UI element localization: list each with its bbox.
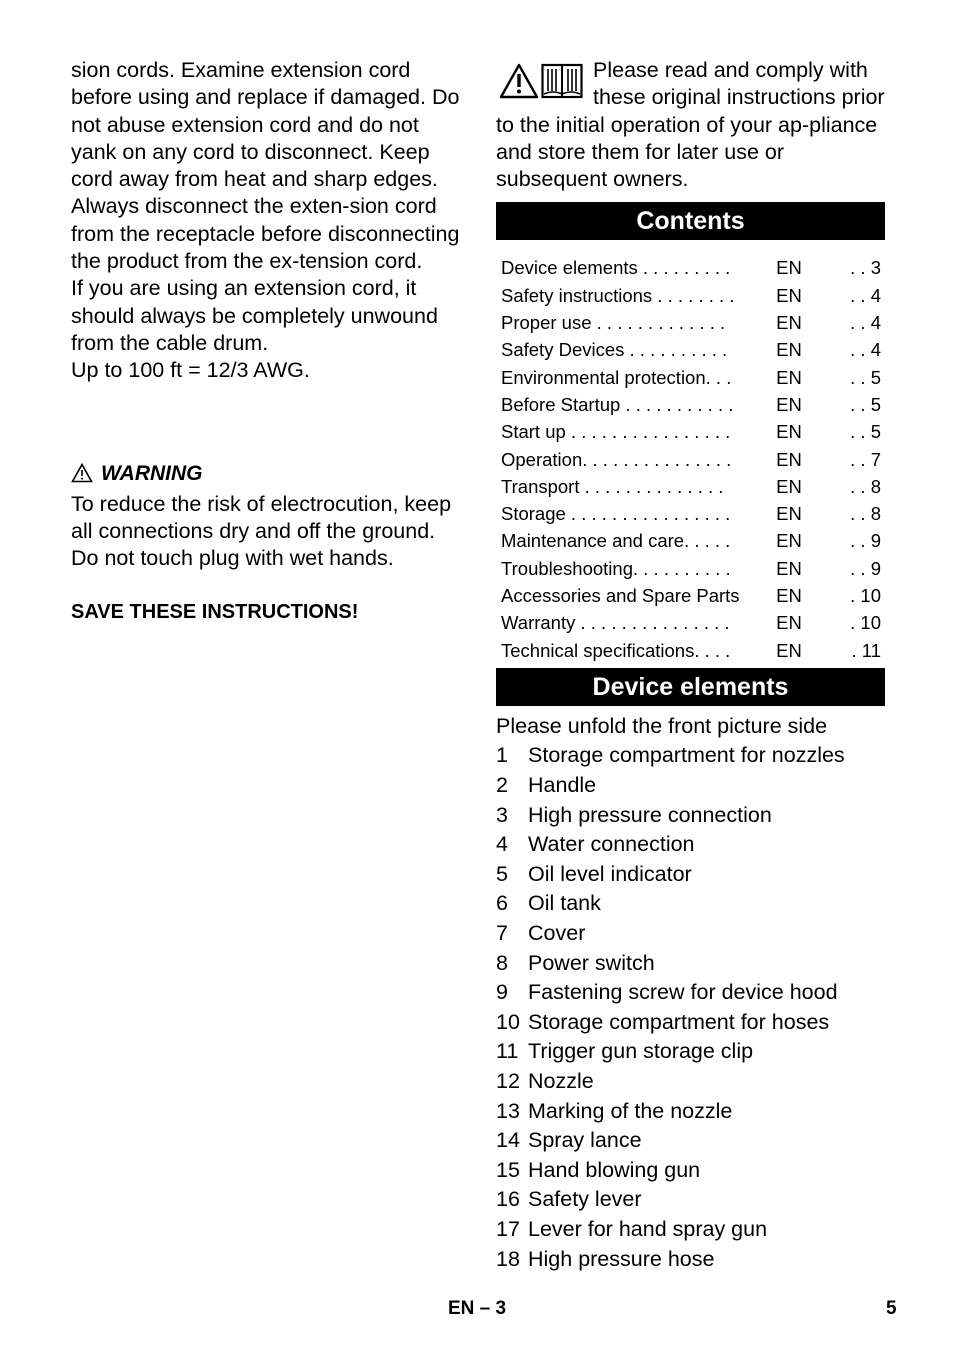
item-label: Safety lever: [528, 1187, 642, 1212]
toc-row: [501, 282, 885, 309]
toc-row: [501, 309, 885, 336]
toc-page: . . 9: [850, 557, 881, 579]
list-item: [496, 771, 885, 801]
item-label: Marking of the nozzle: [528, 1098, 733, 1123]
item-number: 13: [496, 1098, 520, 1123]
toc-language: EN: [776, 339, 802, 361]
item-number: 1: [496, 743, 508, 768]
list-item: [496, 1008, 885, 1038]
toc-title: Transport . . . . . . . . . . . . . .: [501, 475, 724, 497]
item-label: Storage compartment for hoses: [528, 1009, 830, 1034]
toc-page: . . 5: [850, 393, 881, 415]
toc-language: EN: [776, 530, 802, 552]
toc-language: EN: [776, 503, 802, 525]
toc-title: Storage . . . . . . . . . . . . . . . .: [501, 503, 731, 525]
item-number: 16: [496, 1187, 520, 1212]
page-label: EN – 3: [448, 1298, 507, 1319]
item-number: 7: [496, 921, 508, 945]
toc-title: Safety instructions . . . . . . . .: [501, 284, 735, 306]
table-of-contents: [501, 254, 885, 663]
toc-page: . . 3: [850, 257, 881, 279]
toc-language: EN: [776, 448, 802, 470]
toc-row: [501, 391, 885, 418]
toc-title: Maintenance and care. . . . .: [501, 530, 731, 552]
item-label: Spray lance: [528, 1128, 642, 1153]
page-number: 5: [886, 1298, 897, 1319]
toc-title: Safety Devices . . . . . . . . . .: [501, 339, 728, 361]
warning-text: To reduce the risk of electrocution, keep all connections dry and off the ground. Do not touch plug with wet hands.: [71, 491, 452, 571]
toc-language: EN: [776, 585, 802, 607]
list-item: [496, 1097, 885, 1127]
item-number: 14: [496, 1128, 520, 1153]
list-item: [496, 1067, 885, 1097]
toc-language: EN: [776, 639, 802, 661]
unfold-instruction: Please unfold the front picture side: [496, 713, 828, 738]
list-item: [496, 889, 885, 919]
toc-page: . . 4: [850, 312, 881, 334]
item-number: 11: [496, 1039, 519, 1064]
item-label: Nozzle: [528, 1068, 594, 1093]
toc-row: [501, 555, 885, 582]
list-item: [496, 919, 885, 949]
item-label: Hand blowing gun: [528, 1157, 701, 1182]
toc-row: [501, 473, 885, 500]
toc-title: Accessories and Spare Parts: [501, 585, 740, 607]
warning-triangle-icon: [71, 463, 93, 483]
toc-page: . . 4: [850, 339, 881, 361]
toc-language: EN: [776, 312, 802, 334]
toc-page: . . 9: [850, 530, 881, 552]
toc-title: Start up . . . . . . . . . . . . . . . .: [501, 421, 731, 443]
toc-page: . . 8: [850, 475, 881, 497]
item-number: 15: [496, 1157, 520, 1182]
list-item: [496, 1156, 885, 1186]
item-number: 4: [496, 832, 508, 857]
toc-row: [501, 637, 885, 664]
device-elements-list: [496, 741, 885, 1274]
list-item: [496, 801, 885, 831]
list-item: [496, 949, 885, 979]
item-label: Storage compartment for nozzles: [528, 743, 845, 768]
list-item: [496, 1245, 885, 1275]
item-label: Power switch: [528, 950, 655, 975]
item-label: Lever for hand spray gun: [528, 1216, 768, 1241]
list-item: [496, 1126, 885, 1156]
warning-label: WARNING: [101, 461, 203, 485]
toc-title: Warranty . . . . . . . . . . . . . . .: [501, 612, 730, 634]
unwound-cord-paragraph: If you are using an extension cord, it should always be completely unwound from the cable drum.: [71, 276, 438, 355]
save-instructions: SAVE THESE INSTRUCTIONS!: [71, 601, 359, 624]
toc-page: . 10: [850, 585, 881, 607]
warning-triangle-icon: [499, 63, 539, 99]
intro-text: Please read and comply with these original instructions prior to the initial operation of your ap-pliance and store them for later use or subsequent owners.: [496, 58, 885, 192]
toc-language: EN: [776, 612, 802, 634]
left-column: [71, 57, 466, 626]
item-label: Trigger gun storage clip: [528, 1039, 754, 1064]
toc-title: Device elements . . . . . . . . .: [501, 257, 731, 279]
toc-page: . . 5: [850, 366, 881, 388]
list-item: [496, 830, 885, 860]
toc-row: [501, 500, 885, 527]
toc-page: . . 7: [850, 448, 881, 470]
item-number: 9: [496, 980, 508, 1005]
item-label: Oil tank: [528, 891, 601, 916]
list-item: [496, 1215, 885, 1245]
toc-title: Technical specifications. . . .: [501, 639, 731, 661]
toc-page: . 11: [851, 639, 881, 661]
toc-row: [501, 609, 885, 636]
item-label: High pressure hose: [528, 1246, 715, 1271]
list-item: [496, 741, 885, 771]
warning-heading: [71, 460, 466, 487]
intro-notice: [496, 57, 885, 193]
toc-row: [501, 364, 885, 391]
toc-title: Proper use . . . . . . . . . . . . .: [501, 312, 726, 334]
toc-language: EN: [776, 257, 802, 279]
item-number: 10: [496, 1009, 520, 1034]
list-item: [496, 1037, 885, 1067]
toc-row: [501, 418, 885, 445]
toc-language: EN: [776, 284, 802, 306]
toc-title: Troubleshooting. . . . . . . . . .: [501, 557, 731, 579]
toc-row: [501, 582, 885, 609]
toc-row: [501, 254, 885, 281]
toc-language: EN: [776, 393, 802, 415]
item-number: 12: [496, 1068, 520, 1093]
toc-row: [501, 527, 885, 554]
toc-page: . 10: [850, 612, 881, 634]
item-label: Cover: [528, 921, 586, 945]
item-label: Oil level indicator: [528, 861, 692, 886]
list-item: [496, 978, 885, 1008]
item-number: 5: [496, 861, 508, 886]
contents-heading: Contents: [496, 202, 885, 240]
item-number: 6: [496, 891, 508, 916]
item-number: 17: [496, 1216, 520, 1241]
list-item: [496, 1185, 885, 1215]
right-column: [496, 57, 885, 1274]
item-label: Handle: [528, 773, 597, 798]
item-number: 18: [496, 1246, 520, 1271]
item-number: 3: [496, 802, 508, 827]
toc-language: EN: [776, 421, 802, 443]
toc-row: [501, 336, 885, 363]
toc-language: EN: [776, 475, 802, 497]
item-label: Water connection: [528, 832, 695, 857]
toc-page: . . 4: [850, 284, 881, 306]
toc-row: [501, 446, 885, 473]
list-item: [496, 860, 885, 890]
toc-page: . . 8: [850, 503, 881, 525]
toc-language: EN: [776, 366, 802, 388]
device-elements-heading: Device elements: [496, 668, 885, 706]
awg-paragraph: Up to 100 ft = 12/3 AWG.: [71, 358, 310, 383]
item-number: 2: [496, 773, 508, 798]
item-label: Fastening screw for device hood: [528, 980, 838, 1005]
extension-cord-paragraph: sion cords. Examine extension cord before using and replace if damaged. Do not abuse extension cord and do not yank on any cord to disconnect. Keep cord away from heat and sharp edges. Always disconnect the exten-sion cord from the receptacle before disconnecting the product from the ex-tension cord.: [71, 58, 460, 274]
toc-title: Operation. . . . . . . . . . . . . . .: [501, 448, 732, 470]
toc-page: . . 5: [850, 421, 881, 443]
manual-book-icon: [541, 63, 583, 99]
item-number: 8: [496, 950, 508, 975]
toc-title: Environmental protection. . .: [501, 366, 732, 388]
item-label: High pressure connection: [528, 802, 772, 827]
toc-language: EN: [776, 557, 802, 579]
toc-title: Before Startup . . . . . . . . . . .: [501, 393, 734, 415]
